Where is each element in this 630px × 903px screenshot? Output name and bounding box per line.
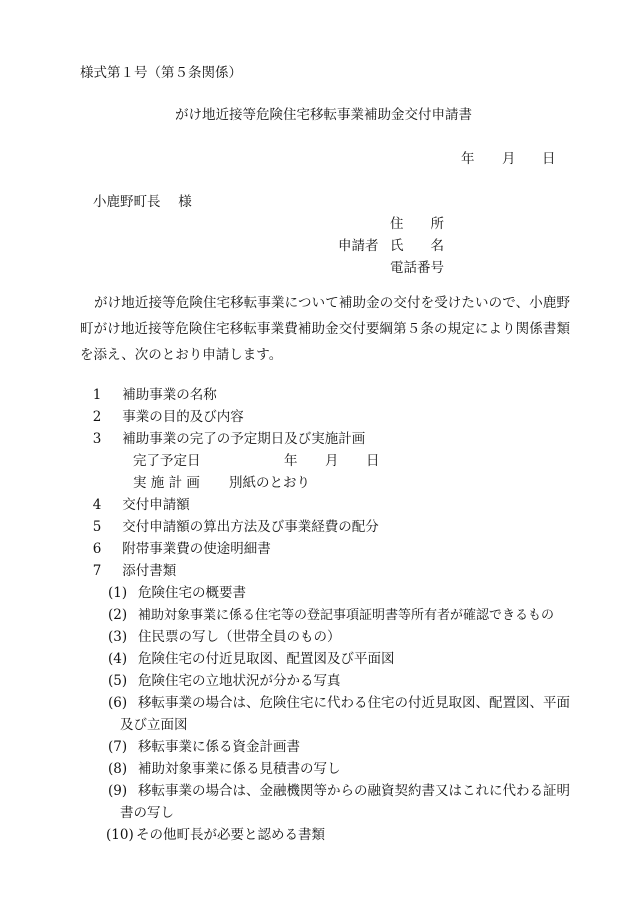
attachment-text: 危険住宅の付近見取図、配置図及び平面図	[138, 651, 395, 667]
completion-date-label: 完了予定日	[133, 453, 201, 469]
attachment-text: その他町長が必要と認める書類	[136, 827, 325, 843]
attachment-text: 住民票の写し（世帯全員のもの）	[138, 629, 341, 645]
completion-month-label: 月	[325, 453, 339, 469]
item-number: 5	[92, 519, 102, 535]
attachment-text: 補助対象事業に係る住宅等の登記事項証明書等所有者が確認できるもの	[138, 608, 555, 623]
completion-year-label: 年	[284, 453, 298, 469]
item-text: 交付申請額の算出方法及び事業経費の配分	[122, 519, 379, 535]
attachment-number: (6)	[108, 695, 128, 711]
attachment-text: 移転事業に係る資金計画書	[138, 739, 300, 755]
attachment-number: (1)	[108, 585, 128, 601]
item-number: 4	[92, 497, 102, 513]
list-item	[84, 496, 190, 514]
list-item	[84, 518, 379, 536]
attachment-continuation: 及び立面図	[120, 717, 188, 733]
attachment-number: (4)	[108, 651, 128, 667]
item-text: 補助事業の完了の予定期日及び実施計画	[122, 431, 366, 447]
item-text: 附帯事業費の使途明細書	[122, 541, 271, 557]
completion-day-label: 日	[366, 453, 380, 469]
attachment-continuation: 書の写し	[120, 805, 174, 821]
date-month-label: 月	[502, 151, 516, 167]
attachment-item	[108, 738, 300, 756]
name-label: 氏 名	[390, 238, 444, 254]
application-statement-text: がけ地近接等危険住宅移転事業について補助金の交付を受けたいので、小鹿野町がけ地近接等危険住宅移転事業費補助金交付要綱第５条の規定により関係書類を添え、次のとおり申請します。	[80, 295, 570, 363]
application-statement	[80, 290, 570, 368]
attachment-number: (9)	[108, 783, 128, 799]
attachment-item	[108, 760, 341, 778]
list-item	[84, 430, 365, 448]
item-number: 7	[92, 563, 102, 579]
attachment-text: 危険住宅の立地状況が分かる写真	[138, 673, 341, 689]
form-title: がけ地近接等危険住宅移転事業補助金交付申請書	[175, 107, 472, 123]
implementation-plan-value: 別紙のとおり	[229, 475, 310, 491]
list-item	[84, 386, 217, 404]
attachment-text: 危険住宅の概要書	[138, 585, 246, 601]
attachment-number: (7)	[108, 739, 128, 755]
item-text: 添付書類	[122, 563, 177, 579]
addressee: 小鹿野町長 様	[93, 194, 192, 210]
attachment-number: (2)	[108, 607, 128, 623]
item-number: 2	[92, 409, 102, 425]
attachment-number: (8)	[108, 761, 128, 777]
attachment-number: (10)	[106, 827, 134, 843]
attachment-item	[108, 628, 341, 646]
list-item	[84, 540, 271, 558]
implementation-plan-label: 実 施 計 画	[133, 475, 200, 491]
attachment-item	[108, 694, 570, 712]
item-text: 補助事業の名称	[122, 387, 217, 403]
item-number: 3	[92, 431, 102, 447]
attachment-item	[108, 782, 570, 800]
date-year-label: 年	[461, 151, 475, 167]
applicant-label: 申請者	[338, 238, 379, 254]
attachment-item	[108, 584, 246, 602]
attachment-text: 補助対象事業に係る見積書の写し	[138, 761, 341, 777]
attachment-text: 移転事業の場合は、危険住宅に代わる住宅の付近見取図、配置図、平面	[138, 695, 570, 711]
attachment-item	[108, 672, 341, 690]
attachment-item	[108, 650, 395, 668]
item-text: 事業の目的及び内容	[122, 409, 244, 425]
attachment-item	[106, 826, 325, 844]
address-label: 住 所	[390, 216, 444, 232]
date-day-label: 日	[542, 151, 556, 167]
phone-label: 電話番号	[390, 260, 444, 276]
list-item	[84, 408, 244, 426]
attachment-text: 移転事業の場合は、金融機関等からの融資契約書又はこれに代わる証明	[138, 783, 570, 799]
item-number: 6	[92, 541, 102, 557]
list-item	[84, 562, 176, 580]
attachment-item	[108, 606, 554, 625]
attachment-number: (3)	[108, 629, 128, 645]
item-number: 1	[92, 387, 102, 403]
form-number: 様式第１号（第５条関係）	[80, 65, 242, 81]
attachment-number: (5)	[108, 673, 128, 689]
item-text: 交付申請額	[122, 497, 190, 513]
